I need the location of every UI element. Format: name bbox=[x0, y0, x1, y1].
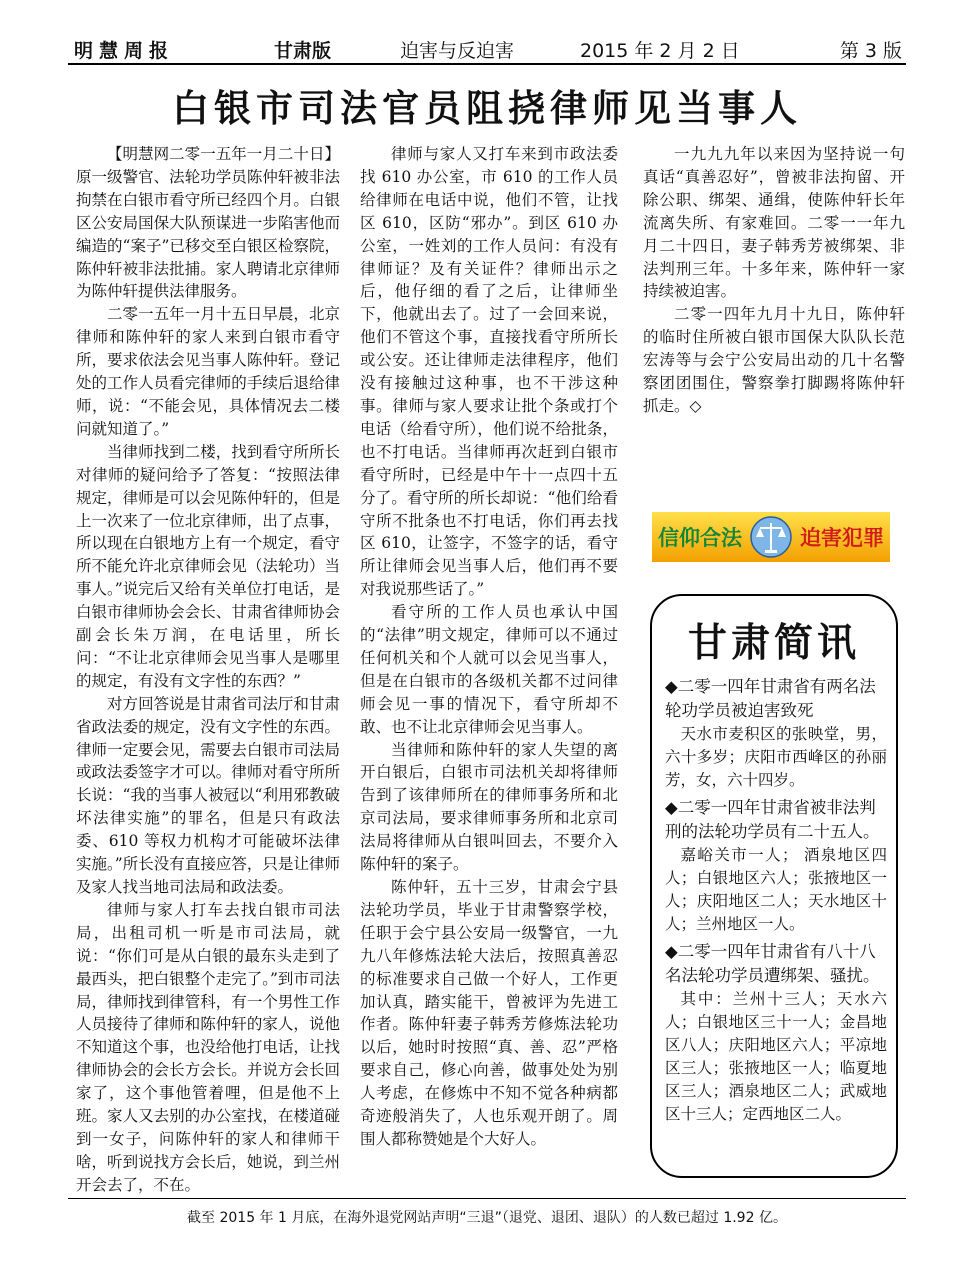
article-paragraph: 律师与家人又打车来到市政法委找 610 办公室，市 610 的工作人员给律师在电话中说，他们不管，让找区 610，区防“邪办”。到区 610 办公室，一姓刘的工作人员问：有没有律师证？及有关证件？律师出示之后，他仔细的看了之后，让律师坐下，他就出去了。过了一会回来说，他们不管这个事，直接找看守所所长或公安。还让律师走法律程序，他们没有接触过这种事，也不干涉这种事。律师与家人要求让批个条或打个电话（给看守所），他们说不给批条，也不打电话。当律师再次赶到白银市看守所时，已经是中午十一点四十五分了。看守所的所长却说：“他们给看守所不批条也不打电话，你们再去找区 610，让签字，不签字的话，看守所让律师会见当事人后，他们再不要对我说那些话了。” bbox=[360, 145, 618, 599]
scales-of-justice-icon bbox=[750, 515, 792, 559]
masthead bbox=[68, 36, 906, 62]
news-item-body: 其中：兰州十三人；天水六人；白银地区三十一人；金昌地区八人；庆阳地区六人；平凉地区三人；张掖地区一人；临夏地区三人；酒泉地区二人；武威地区十三人；定西地区二人。 bbox=[665, 990, 887, 1123]
news-brief-title: 甘肃简讯 bbox=[687, 621, 860, 666]
article-paragraph: 当律师找到二楼，找到看守所所长对律师的疑问给予了答复：“按照法律规定，律师是可以会见陈仲轩的，但是上一次来了一位北京律师，出了点事，所以现在白银地方上有一个规定，看守所不能允许北京律师会见（法轮功）当事人。”说完后又给有关单位打电话，是白银市律师协会会长、甘肃省律师协会副会长朱万润，在电话里，所长问：“不让北京律师会见当事人是哪里的规定，有没有文字性的东西？” bbox=[76, 442, 340, 690]
news-brief-body bbox=[665, 675, 887, 1130]
edition-label: 甘肃版 bbox=[274, 40, 332, 62]
article-paragraph: 陈仲轩，五十三岁，甘肃会宁县法轮功学员，毕业于甘肃警察学校，任职于会宁县公安局一级警官，一九九八年修炼法轮大法后，按照真善忍的标准要求自己做一个好人，工作更加认真，踏实能干，曾被评为先进工作者。陈仲轩妻子韩秀芳修炼法轮功以后，她时时按照“真、善、忍”严格要求自己，修心向善，做事处处为别人考虑，在修炼中不知不觉各种病都奇迹般消失了，人也乐观开朗了。周围人都称赞她是个大好人。 bbox=[360, 878, 618, 1148]
article-paragraph: 看守所的工作人员也承认中国的“法律”明文规定，律师可以不通过任何机关和个人就可以会见当事人，但是在白银市的各级机关都不过问律师会见一事的情况下，看守所却不敢、也不让北京律师会见当事人。 bbox=[360, 603, 618, 736]
section-label: 迫害与反迫害 bbox=[400, 40, 515, 62]
slogan-right: 迫害犯罪 bbox=[800, 526, 884, 550]
article-column-1 bbox=[76, 143, 340, 1197]
news-item-heading: ◆二零一四年甘肃省被非法判刑的法轮功学员有二十五人。 bbox=[665, 798, 880, 841]
article-paragraph: 【明慧网二零一五年一月二十日】原一级警官、法轮功学员陈仲轩被非法拘禁在白银市看守所已经四个月。白银区公安局国保大队预谋进一步陷害他而编造的“案子”已移交至白银区检察院，陈仲轩被非法批捕。家人聘请北京律师为陈仲轩提供法律服务。 bbox=[76, 145, 340, 301]
newspaper-name: 明慧周报 bbox=[74, 40, 175, 62]
footer-rule bbox=[68, 1198, 906, 1199]
slogan-banner bbox=[652, 512, 890, 562]
news-item-body: 天水市麦积区的张映堂，男，六十多岁；庆阳市西峰区的孙丽芳，女，六十四岁。 bbox=[665, 725, 887, 789]
article-paragraph: 对方回答说是甘肃省司法厅和甘肃省政法委的规定，没有文字性的东西。律师一定要会见，需要去白银市司法局或政法委签字才可以。律师对看守所所长说：“我的当事人被冠以“利用邪教破坏法律实施”的罪名，但是只有政法委、610 等权力机构才可能破坏法律实施。”所长没有直接应答，只是让律师及家人找当地司法局和政法委。 bbox=[76, 694, 340, 896]
article-headline: 白银市司法官员阻挠律师见当事人 bbox=[172, 87, 802, 130]
article-paragraph: 当律师和陈仲轩的家人失望的离开白银后，白银市司法机关却将律师告到了该律师所在的律师事务所和北京司法局，要求律师事务所和北京司法局将律师从白银叫回去，不要介入陈仲轩的案子。 bbox=[360, 740, 618, 874]
footer-note: 截至 2015 年 1 月底，在海外退党网站声明“三退”（退党、退团、退队）的人数已超过 1.92 亿。 bbox=[187, 1210, 787, 1226]
article-paragraph: 一九九九年以来因为坚持说一句真话“真善忍好”，曾被非法拘留、开除公职、绑架、通缉，使陈仲轩长年流离失所、有家难回。二零一一年九月二十四日，妻子韩秀芳被绑架、非法判刑三年。十多年来，陈仲轩一家持续被迫害。 bbox=[643, 145, 905, 301]
article-column-3 bbox=[643, 143, 905, 418]
news-item-heading: ◆二零一四年甘肃省有八十八名法轮功学员遭绑架、骚扰。 bbox=[665, 942, 880, 985]
header-rule bbox=[68, 63, 906, 65]
news-item-body: 嘉峪关市一人； 酒泉地区四人；白银地区六人；张掖地区一人；庆阳地区二人；天水地区十人；兰州地区一人。 bbox=[665, 846, 887, 933]
issue-date: 2015 年 2 月 2 日 bbox=[580, 40, 740, 62]
article-paragraph: 二零一五年一月十五日早晨，北京律师和陈仲轩的家人来到白银市看守所，要求依法会见当事人陈仲轩。登记处的工作人员看完律师的手续后退给律师，说：“不能会见，具体情况去二楼问就知道了。” bbox=[76, 305, 340, 438]
page-number: 第 3 版 bbox=[839, 40, 902, 62]
article-paragraph: 二零一四年九月十九日，陈仲轩的临时住所被白银市国保大队队长范宏涛等与会宁公安局出动的几十名警察团团围住，警察拳打脚踢将陈仲轩抓走。◇ bbox=[643, 305, 905, 415]
news-item-heading: ◆二零一四年甘肃省有两名法轮功学员被迫害致死 bbox=[665, 677, 876, 720]
article-column-2 bbox=[360, 143, 618, 1151]
slogan-left: 信仰合法 bbox=[658, 526, 742, 550]
article-paragraph: 律师与家人打车去找白银市司法局，出租司机一听是市司法局，就说：“你们可是从白银的最东头走到了最西头，把白银整个走完了。”到市司法局，律师找到律管科，有一个男性工作人员接待了律师和陈仲轩的家人，说他不知道这个事，也没给他打电话，让找律师协会的会长方会长。并说方会长回家了，这个事他管着哩，但是他不上班。家人又去别的办公室找，在楼道碰到一女子，问陈仲轩的家人和律师干啥，听到说找方会长后，她说，到兰州开会去了，不在。 bbox=[76, 900, 340, 1194]
